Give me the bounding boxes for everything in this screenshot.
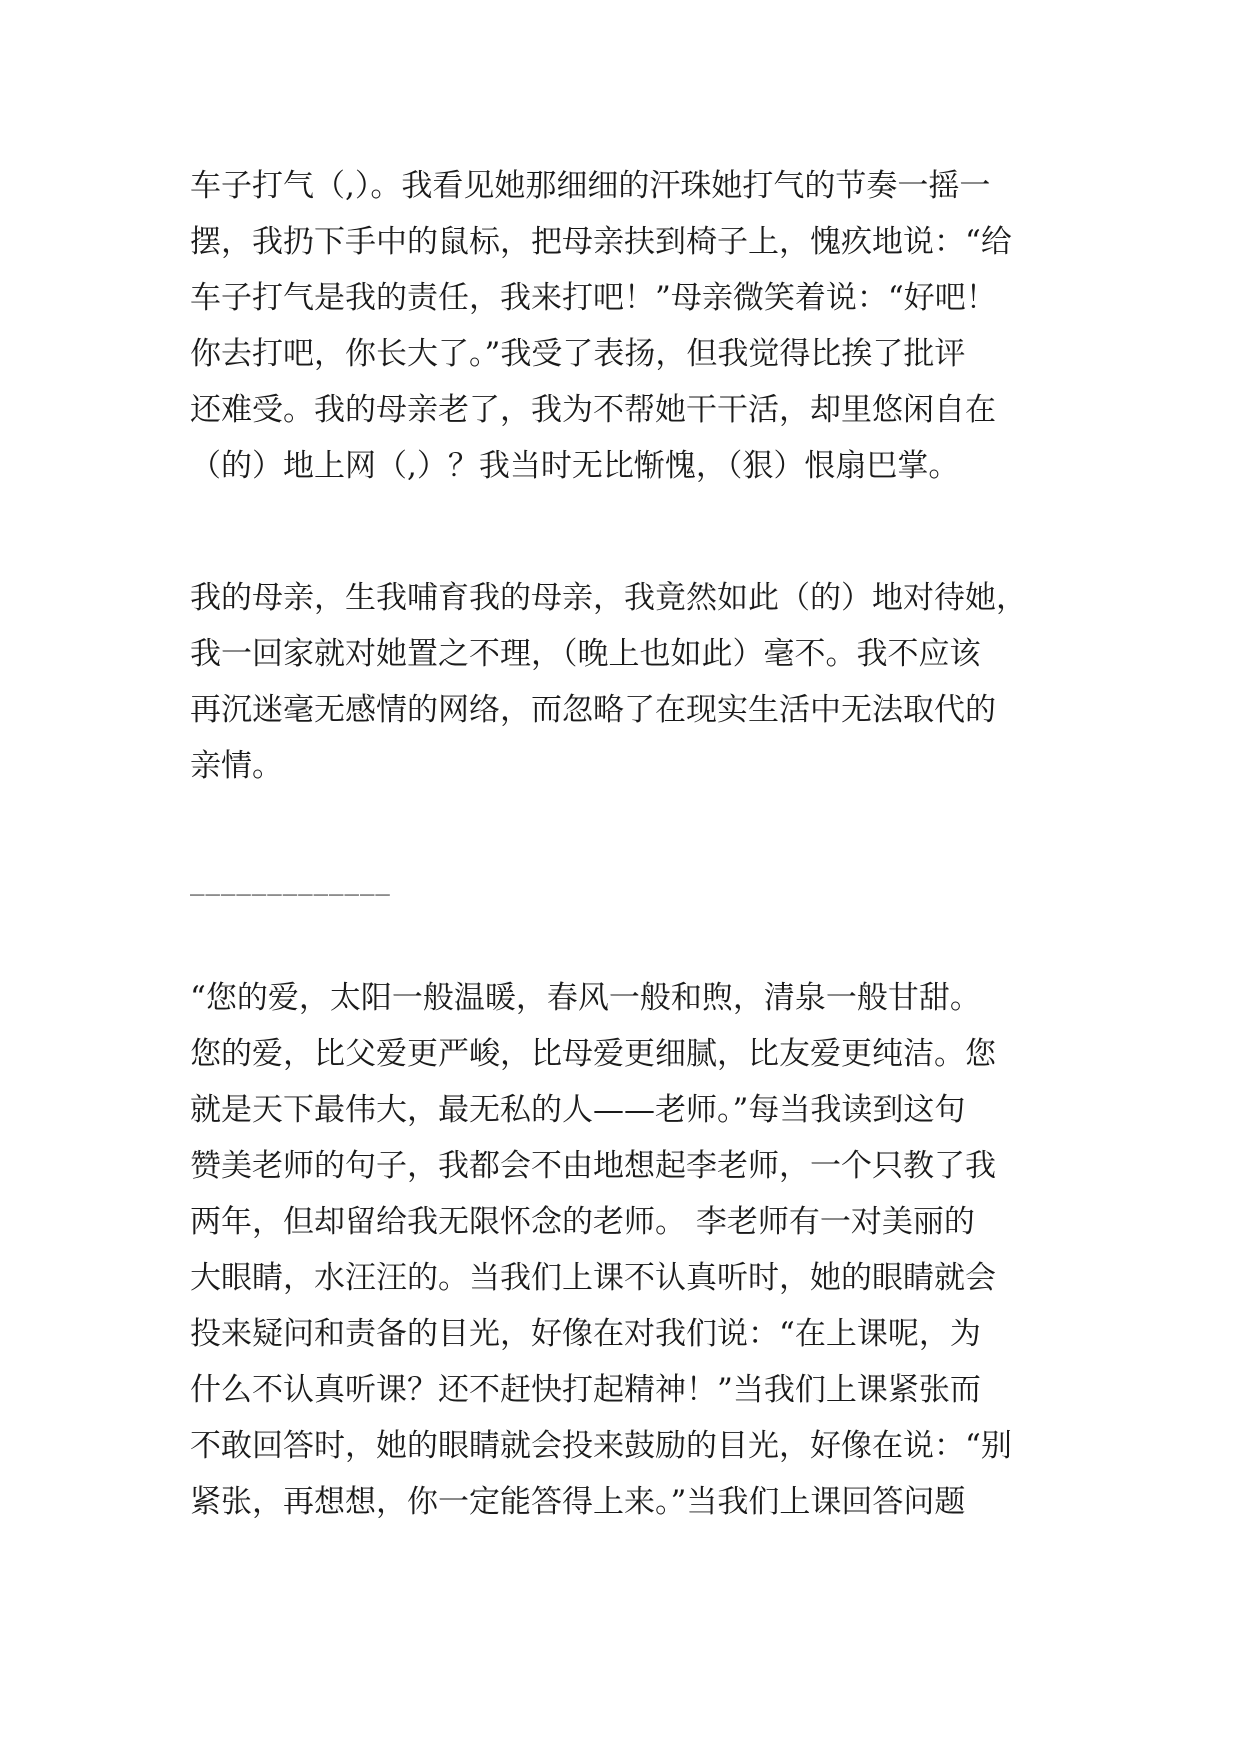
text-line: 我一回家就对她置之不理，（晚上也如此）毫不。我不应该 [190, 636, 981, 672]
text-line: 你去打吧，你长大了。”我受了表扬，但我觉得比挨了批评 [190, 336, 966, 372]
text-line: （的）地上网（,）？我当时无比惭愧，（狠）恨扇巴掌。 [190, 448, 960, 484]
text-line: 赞美老师的句子，我都会不由地想起李老师，一个只教了我 [190, 1148, 996, 1184]
text-line: 大眼睛，水汪汪的。当我们上课不认真听时，她的眼睛就会 [190, 1260, 996, 1296]
text-line: 我的母亲，生我哺育我的母亲，我竟然如此（的）地对待她， [190, 580, 1027, 616]
text-line: 不敢回答时，她的眼睛就会投来鼓励的目光，好像在说：“别 [190, 1428, 1012, 1464]
text-line: 紧张，再想想，你一定能答得上来。”当我们上课回答问题 [190, 1484, 966, 1520]
text-line: “您的爱，太阳一般温暖，春风一般和煦，清泉一般甘甜。 [190, 980, 981, 1016]
paragraph-teacher [190, 970, 1070, 1530]
text-line: 车子打气是我的责任，我来打吧！”母亲微笑着说：“好吧！ [190, 280, 997, 316]
text-line: 就是天下最伟大，最无私的人——老师。”每当我读到这句 [190, 1092, 966, 1128]
text-line: 车子打气（,）。我看见她那细细的汗珠她打气的节奏一摇一 [190, 168, 991, 204]
text-line: 投来疑问和责备的目光，好像在对我们说：“在上课呢，为 [190, 1316, 981, 1352]
paragraph-pump-bicycle [190, 158, 1070, 494]
section-separator: _____________ [190, 868, 391, 896]
text-line: 还难受。我的母亲老了，我为不帮她干干活，却里悠闲自在 [190, 392, 996, 428]
paragraph-reflection [190, 570, 1070, 794]
text-line: 什么不认真听课？还不赶快打起精神！”当我们上课紧张而 [190, 1372, 981, 1408]
text-line: 您的爱，比父爱更严峻，比母爱更细腻，比友爱更纯洁。您 [190, 1036, 996, 1072]
text-line: 摆，我扔下手中的鼠标，把母亲扶到椅子上，愧疚地说：“给 [190, 224, 1012, 260]
text-line: 再沉迷毫无感情的网络，而忽略了在现实生活中无法取代的 [190, 692, 996, 728]
text-line: 两年，但却留给我无限怀念的老师。 李老师有一对美丽的 [190, 1204, 975, 1240]
text-line: 亲情。 [190, 748, 283, 784]
